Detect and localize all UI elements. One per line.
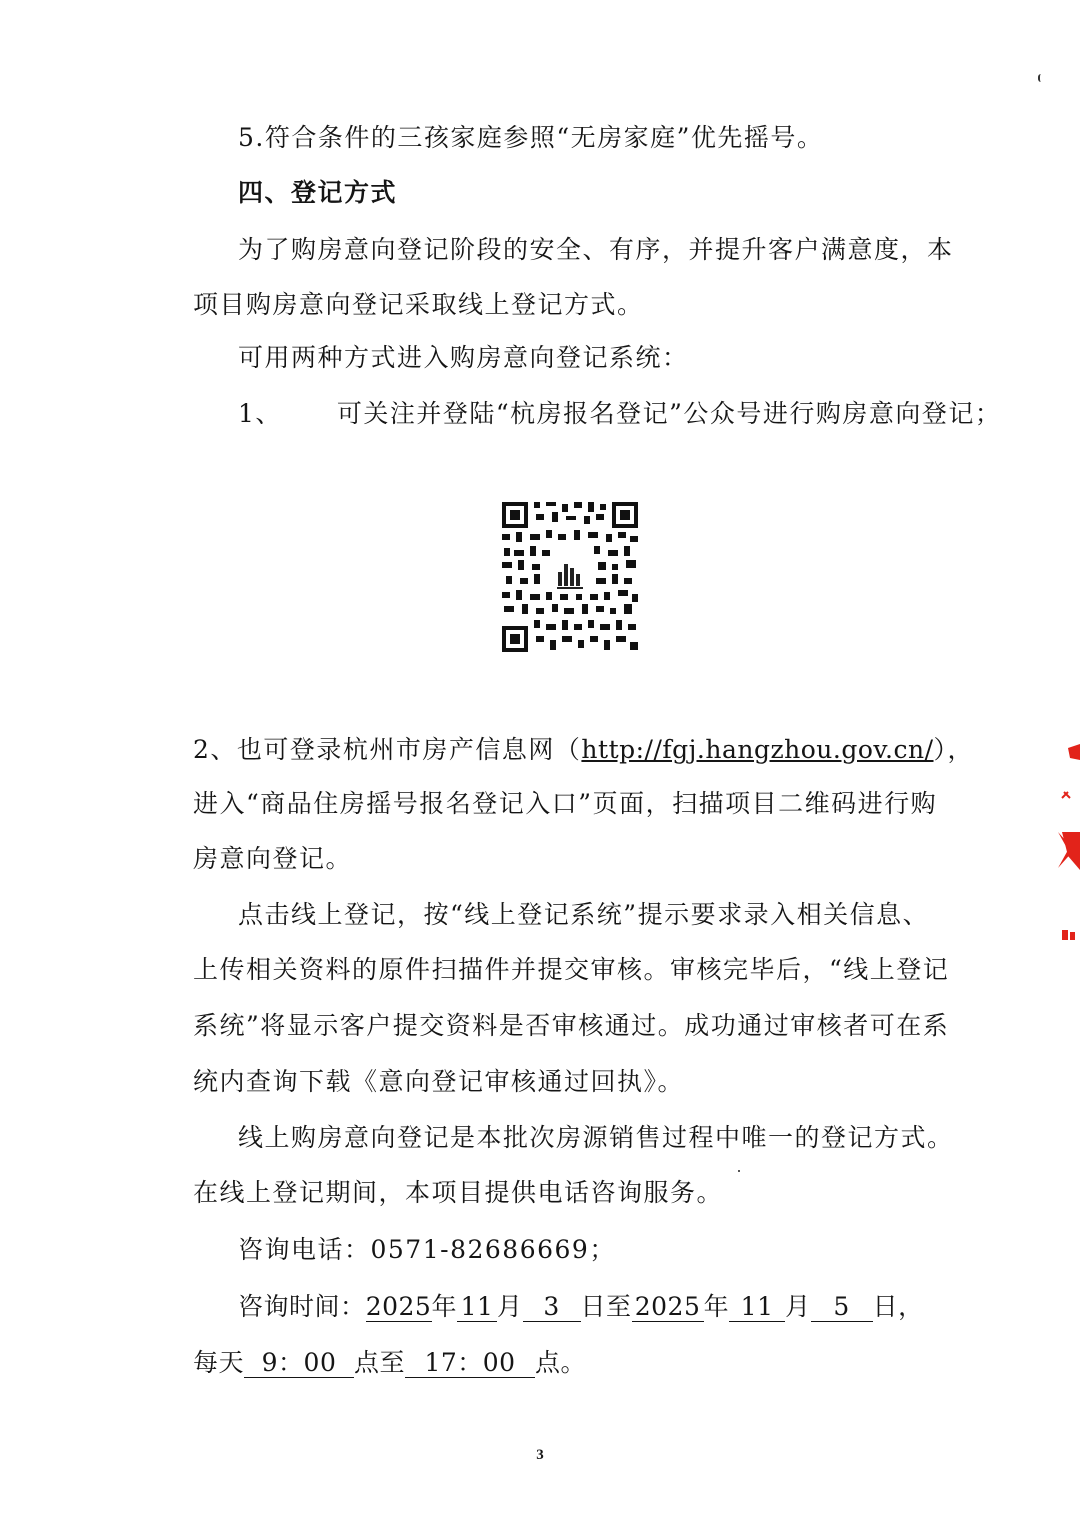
way-1-number: 1、 [238, 399, 282, 428]
consult-time-line-1 [238, 1290, 953, 1324]
way-2-text-a: 2、也可登录杭州市房产信息网（ [193, 735, 582, 764]
end-year-blank: 2025 [632, 1293, 704, 1322]
rule-5-text: 5.符合条件的三孩家庭参照“无房家庭”优先摇号。 [238, 123, 824, 152]
two-ways-text: 可用两种方式进入购房意向登记系统： [238, 343, 689, 372]
start-day-blank: 3 [523, 1293, 581, 1322]
month-char-1: 月 [497, 1292, 523, 1321]
year-char-1: 年 [431, 1292, 458, 1321]
scan-dot [738, 1170, 740, 1172]
end-hour-blank: 17：00 [405, 1349, 535, 1378]
to-char: 日至 [580, 1292, 632, 1321]
consult-time-line-2 [193, 1346, 908, 1380]
end-char: 日， [872, 1292, 924, 1321]
hour-end-char: 点。 [535, 1348, 587, 1377]
intro-paragraph-line-2: 项目购房意向登记采取线上登记方式。 [193, 290, 644, 319]
section-heading-registration-method: 四、登记方式 [238, 178, 398, 207]
red-seal-fragment [1028, 740, 1080, 960]
scan-speck [1038, 74, 1044, 82]
start-month-blank: 11 [457, 1293, 497, 1322]
housing-info-website-link[interactable]: http://fgj.hangzhou.gov.cn/ [581, 735, 934, 764]
start-hour-blank: 9：00 [244, 1349, 354, 1378]
only-method-line-2: 在线上登记期间，本项目提供电话咨询服务。 [193, 1178, 724, 1207]
way-2-line-2: 进入“商品住房摇号报名登记入口”页面，扫描项目二维码进行购 [193, 789, 938, 818]
click-paragraph-line-2: 上传相关资料的原件扫描件并提交审核。审核完毕后，“线上登记 [193, 955, 950, 984]
page-number: 3 [536, 1447, 544, 1463]
way-2-text-b: ）， [933, 735, 975, 764]
hour-to-char: 点至 [354, 1348, 406, 1377]
click-paragraph-line-1: 点击线上登记，按“线上登记系统”提示要求录入相关信息、 [238, 900, 930, 929]
way-2-line-3: 房意向登记。 [193, 844, 353, 873]
month-char-2: 月 [785, 1292, 811, 1321]
intro-paragraph-line-1: 为了购房意向登记阶段的安全、有序，并提升客户满意度，本 [238, 235, 954, 264]
qr-code-image [500, 500, 640, 654]
click-paragraph-line-4: 统内查询下载《意向登记审核通过回执》。 [193, 1067, 685, 1096]
click-paragraph-line-3: 系统”将显示客户提交资料是否审核通过。成功通过审核者可在系 [193, 1011, 950, 1040]
daily-label: 每天 [193, 1348, 245, 1377]
consult-time-label: 咨询时间： [238, 1292, 366, 1321]
year-char-2: 年 [703, 1292, 730, 1321]
only-method-line-1: 线上购房意向登记是本批次房源销售过程中唯一的登记方式。 [238, 1123, 954, 1152]
start-year-blank: 2025 [365, 1292, 432, 1321]
end-month-blank: 11 [729, 1293, 785, 1322]
end-day-blank: 5 [811, 1293, 873, 1322]
way-2-line-1 [193, 733, 975, 767]
way-1-line [238, 397, 1002, 431]
way-1-text: 可关注并登陆“杭房报名登记”公众号进行购房意向登记； [336, 399, 1002, 428]
consult-phone: 咨询电话：0571-82686669； [238, 1235, 616, 1264]
